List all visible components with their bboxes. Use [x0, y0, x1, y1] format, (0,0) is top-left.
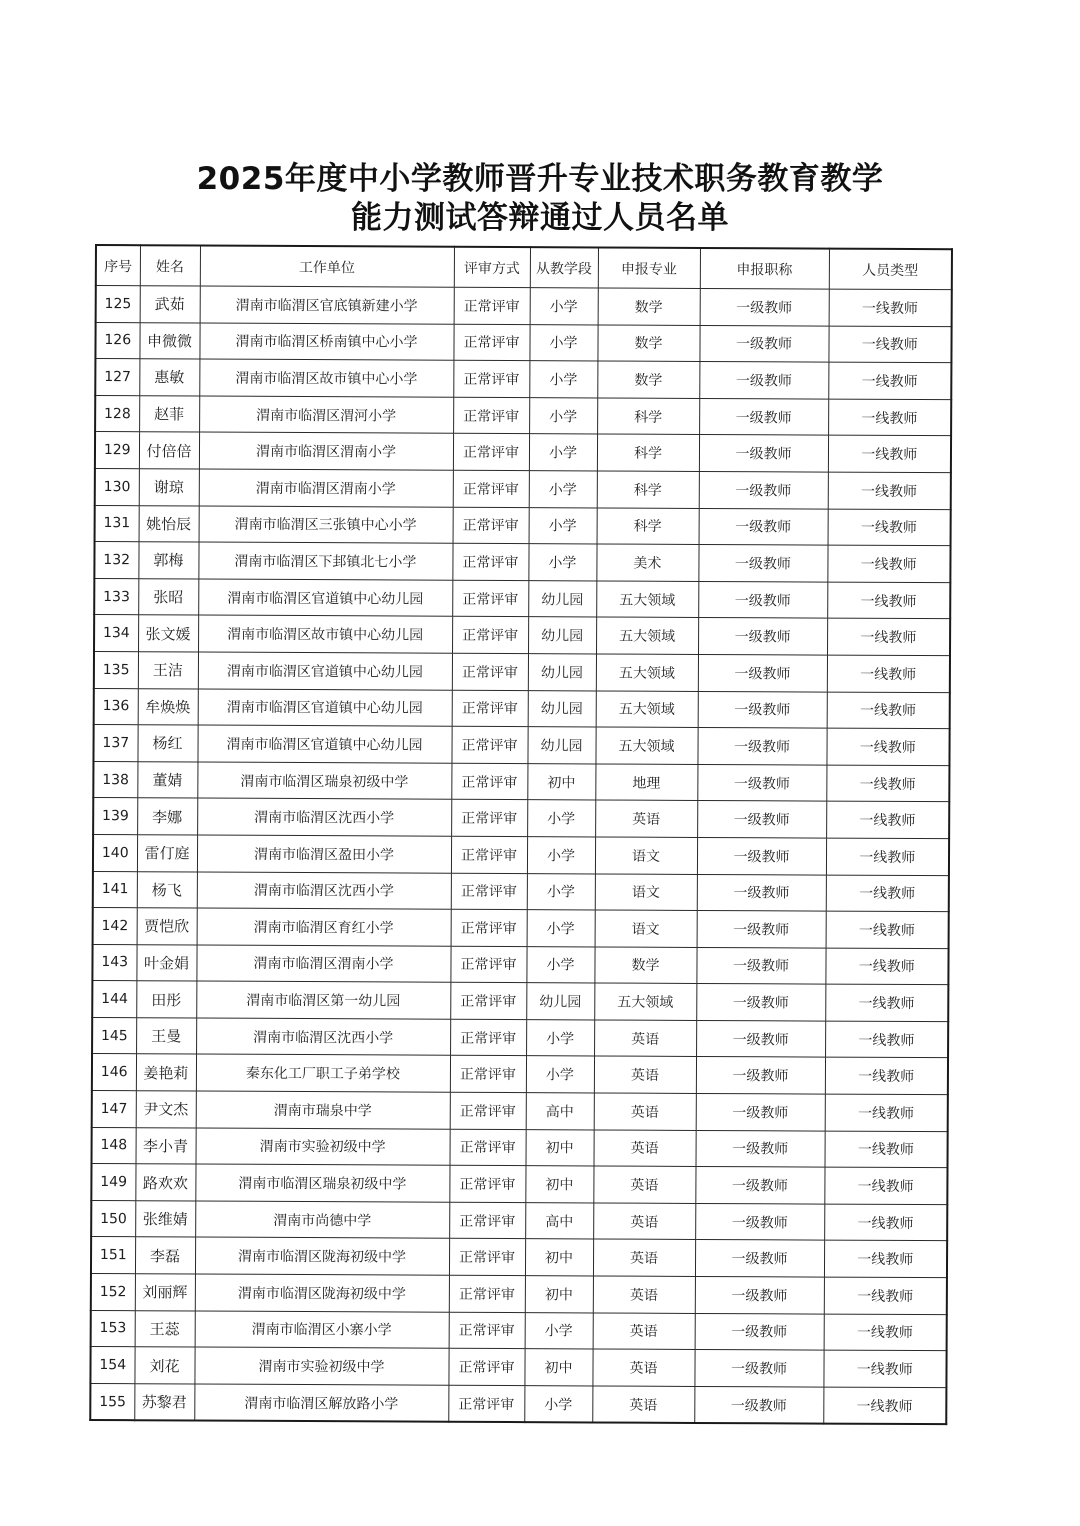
cell-unit: 渭南市尚德中学 — [195, 1201, 449, 1239]
column-header-unit: 工作单位 — [200, 246, 454, 288]
table-row — [93, 871, 949, 912]
cell-teaching-stage: 小学 — [527, 910, 595, 947]
cell-staff-type: 一线教师 — [827, 582, 950, 619]
cell-staff-type: 一线教师 — [824, 1314, 947, 1351]
cell-seq: 138 — [93, 761, 137, 798]
table-row — [95, 395, 951, 436]
cell-title: 一级教师 — [699, 435, 828, 472]
cell-name: 李磊 — [135, 1237, 195, 1274]
cell-title: 一级教师 — [700, 288, 829, 325]
cell-unit: 渭南市临渭区渭河小学 — [199, 396, 453, 434]
cell-seq: 133 — [94, 578, 138, 615]
cell-staff-type: 一线教师 — [828, 362, 951, 399]
cell-staff-type: 一线教师 — [827, 618, 950, 655]
cell-name: 张昭 — [138, 578, 198, 615]
document-title-line-1: 2025年度中小学教师晋升专业技术职务教育教学 — [196, 161, 884, 197]
cell-name: 董婧 — [137, 761, 197, 798]
cell-subject: 英语 — [593, 1239, 695, 1276]
cell-teaching-stage: 小学 — [530, 288, 598, 325]
column-header-name: 姓名 — [140, 245, 200, 286]
table-row — [91, 1237, 947, 1278]
cell-staff-type: 一线教师 — [826, 875, 949, 912]
cell-unit: 渭南市临渭区三张镇中心小学 — [199, 506, 453, 544]
cell-staff-type: 一线教师 — [827, 545, 950, 582]
cell-subject: 五大领域 — [596, 690, 698, 727]
table-row — [95, 432, 951, 473]
cell-seq: 145 — [92, 1017, 136, 1054]
cell-unit: 渭南市瑞泉中学 — [196, 1091, 450, 1129]
cell-teaching-stage: 小学 — [524, 1385, 592, 1422]
cell-staff-type: 一线教师 — [826, 728, 949, 765]
cell-teaching-stage: 幼儿园 — [528, 654, 596, 691]
cell-seq: 134 — [94, 615, 138, 652]
cell-review-method: 正常评审 — [452, 690, 528, 727]
cell-teaching-stage: 小学 — [527, 800, 595, 837]
cell-teaching-stage: 初中 — [525, 1166, 593, 1203]
table-header-row — [96, 245, 952, 290]
cell-teaching-stage: 小学 — [526, 1056, 594, 1093]
column-header-title: 申报职称 — [700, 248, 829, 289]
cell-seq: 154 — [90, 1347, 134, 1384]
cell-unit: 渭南市实验初级中学 — [196, 1128, 450, 1166]
cell-seq: 150 — [91, 1200, 135, 1237]
cell-seq: 139 — [93, 798, 137, 835]
cell-name: 叶金娟 — [136, 944, 196, 981]
cell-name: 惠敏 — [139, 359, 199, 396]
cell-title: 一级教师 — [698, 545, 827, 582]
column-header-staff-type: 人员类型 — [829, 249, 952, 290]
cell-name: 姚怡辰 — [139, 505, 199, 542]
cell-name: 姜艳莉 — [136, 1054, 196, 1091]
cell-unit: 渭南市临渭区故市镇中心小学 — [199, 359, 453, 397]
cell-staff-type: 一线教师 — [827, 692, 950, 729]
cell-teaching-stage: 小学 — [529, 324, 597, 361]
cell-name: 李娜 — [137, 798, 197, 835]
cell-unit: 渭南市临渭区官道镇中心幼儿园 — [198, 579, 452, 617]
cell-seq: 131 — [95, 505, 139, 542]
cell-subject: 英语 — [594, 1093, 696, 1130]
cell-review-method: 正常评审 — [449, 1239, 525, 1276]
cell-unit: 渭南市临渭区桥南镇中心小学 — [199, 323, 453, 361]
table-row — [95, 322, 951, 363]
cell-seq: 144 — [92, 981, 136, 1018]
cell-staff-type: 一线教师 — [828, 472, 951, 509]
table-body — [90, 286, 952, 1425]
cell-title: 一级教师 — [695, 1167, 824, 1204]
cell-subject: 英语 — [593, 1276, 695, 1313]
cell-title: 一级教师 — [696, 1020, 825, 1057]
cell-subject: 五大领域 — [596, 654, 698, 691]
table-row — [91, 1200, 947, 1241]
cell-staff-type: 一线教师 — [824, 1241, 947, 1278]
cell-subject: 科学 — [597, 471, 699, 508]
cell-unit: 渭南市临渭区沈西小学 — [197, 872, 451, 910]
cell-name: 王蕊 — [135, 1310, 195, 1347]
cell-name: 贾恺欣 — [137, 908, 197, 945]
cell-unit: 渭南市临渭区盈田小学 — [197, 835, 451, 873]
table-row — [90, 1347, 946, 1388]
cell-subject: 数学 — [597, 325, 699, 362]
cell-staff-type: 一线教师 — [825, 1058, 948, 1095]
cell-staff-type: 一线教师 — [826, 801, 949, 838]
table-row — [91, 1310, 947, 1351]
table-row — [93, 725, 949, 766]
cell-review-method: 正常评审 — [450, 1092, 526, 1129]
cell-review-method: 正常评审 — [449, 1275, 525, 1312]
table-row — [92, 1017, 948, 1058]
cell-name: 牟焕焕 — [138, 688, 198, 725]
cell-title: 一级教师 — [698, 654, 827, 691]
cell-staff-type: 一线教师 — [828, 509, 951, 546]
column-header-teaching-stage: 从教学段 — [530, 247, 598, 288]
cell-review-method: 正常评审 — [449, 1165, 525, 1202]
cell-staff-type: 一线教师 — [825, 948, 948, 985]
table-row — [92, 944, 948, 985]
cell-staff-type: 一线教师 — [824, 1204, 947, 1241]
cell-subject: 英语 — [592, 1349, 694, 1386]
cell-subject: 英语 — [593, 1203, 695, 1240]
cell-subject: 英语 — [594, 1020, 696, 1057]
cell-staff-type: 一线教师 — [823, 1387, 946, 1425]
cell-seq: 126 — [95, 322, 139, 359]
cell-unit: 渭南市临渭区官道镇中心幼儿园 — [198, 689, 452, 727]
cell-seq: 136 — [94, 688, 138, 725]
cell-subject: 数学 — [597, 361, 699, 398]
cell-review-method: 正常评审 — [450, 983, 526, 1020]
cell-subject: 科学 — [597, 398, 699, 435]
cell-title: 一级教师 — [695, 1203, 824, 1240]
cell-subject: 语文 — [595, 837, 697, 874]
cell-subject: 五大领域 — [596, 581, 698, 618]
cell-seq: 129 — [95, 432, 139, 469]
cell-review-method: 正常评审 — [452, 543, 528, 580]
cell-staff-type: 一线教师 — [823, 1350, 946, 1387]
cell-teaching-stage: 初中 — [524, 1349, 592, 1386]
table-row — [94, 578, 950, 619]
cell-name: 路欢欢 — [135, 1164, 195, 1201]
cell-subject: 英语 — [593, 1130, 695, 1167]
cell-name: 尹文杰 — [136, 1091, 196, 1128]
cell-seq: 143 — [92, 944, 136, 981]
cell-subject: 美术 — [596, 544, 698, 581]
cell-unit: 渭南市临渭区官道镇中心幼儿园 — [197, 725, 451, 763]
table-row — [92, 1054, 948, 1095]
cell-teaching-stage: 幼儿园 — [528, 690, 596, 727]
cell-seq: 149 — [91, 1164, 135, 1201]
cell-title: 一级教师 — [698, 691, 827, 728]
cell-name: 武茹 — [140, 286, 200, 323]
cell-subject: 语文 — [595, 910, 697, 947]
cell-name: 王洁 — [138, 652, 198, 689]
cell-review-method: 正常评审 — [452, 580, 528, 617]
cell-name: 刘花 — [134, 1347, 194, 1384]
cell-review-method: 正常评审 — [451, 726, 527, 763]
cell-unit: 渭南市临渭区沈西小学 — [197, 798, 451, 836]
cell-review-method: 正常评审 — [451, 763, 527, 800]
cell-title: 一级教师 — [695, 1313, 824, 1350]
cell-subject: 五大领域 — [596, 617, 698, 654]
cell-seq: 142 — [93, 908, 137, 945]
cell-teaching-stage: 小学 — [525, 1312, 593, 1349]
cell-review-method: 正常评审 — [451, 800, 527, 837]
cell-review-method: 正常评审 — [451, 836, 527, 873]
cell-unit: 渭南市临渭区育红小学 — [197, 908, 451, 946]
cell-name: 郭梅 — [138, 542, 198, 579]
column-header-subject: 申报专业 — [598, 247, 700, 288]
column-header-review-method: 评审方式 — [454, 247, 530, 288]
cell-review-method: 正常评审 — [453, 397, 529, 434]
cell-teaching-stage: 幼儿园 — [526, 983, 594, 1020]
cell-title: 一级教师 — [696, 1094, 825, 1131]
cell-title: 一级教师 — [696, 1057, 825, 1094]
cell-unit: 渭南市实验初级中学 — [194, 1347, 448, 1385]
cell-review-method: 正常评审 — [450, 946, 526, 983]
cell-review-method: 正常评审 — [449, 1312, 525, 1349]
cell-teaching-stage: 初中 — [526, 1129, 594, 1166]
cell-staff-type: 一线教师 — [828, 435, 951, 472]
cell-seq: 153 — [91, 1310, 135, 1347]
cell-title: 一级教师 — [699, 471, 828, 508]
cell-seq: 146 — [92, 1054, 136, 1091]
column-header-seq: 序号 — [96, 245, 140, 286]
cell-unit: 秦东化工厂职工子弟学校 — [196, 1054, 450, 1092]
cell-seq: 141 — [93, 871, 137, 908]
cell-title: 一级教师 — [697, 728, 826, 765]
cell-unit: 渭南市临渭区沈西小学 — [196, 1018, 450, 1056]
table-row — [92, 1127, 948, 1168]
table-row — [93, 908, 949, 949]
cell-staff-type: 一线教师 — [825, 1094, 948, 1131]
cell-title: 一级教师 — [697, 911, 826, 948]
cell-review-method: 正常评审 — [451, 873, 527, 910]
cell-title: 一级教师 — [698, 581, 827, 618]
cell-teaching-stage: 小学 — [527, 873, 595, 910]
cell-title: 一级教师 — [696, 947, 825, 984]
table-row — [91, 1274, 947, 1315]
table-row — [93, 761, 949, 802]
cell-unit: 渭南市临渭区解放路小学 — [194, 1384, 448, 1422]
cell-title: 一级教师 — [699, 325, 828, 362]
table-row — [91, 1164, 947, 1205]
cell-seq: 135 — [94, 651, 138, 688]
cell-staff-type: 一线教师 — [825, 984, 948, 1021]
cell-seq: 130 — [95, 468, 139, 505]
cell-subject: 五大领域 — [594, 983, 696, 1020]
cell-staff-type: 一线教师 — [827, 655, 950, 692]
cell-title: 一级教师 — [695, 1240, 824, 1277]
cell-unit: 渭南市临渭区渭南小学 — [199, 469, 453, 507]
table-row — [94, 688, 950, 729]
cell-subject: 英语 — [593, 1313, 695, 1350]
cell-title: 一级教师 — [694, 1350, 823, 1387]
cell-teaching-stage: 小学 — [529, 434, 597, 471]
cell-subject: 科学 — [597, 508, 699, 545]
cell-subject: 数学 — [594, 947, 696, 984]
cell-staff-type: 一线教师 — [825, 1021, 948, 1058]
cell-review-method: 正常评审 — [449, 1202, 525, 1239]
cell-title: 一级教师 — [694, 1386, 823, 1424]
table-row — [95, 468, 951, 509]
cell-name: 赵菲 — [139, 395, 199, 432]
cell-title: 一级教师 — [696, 984, 825, 1021]
cell-staff-type: 一线教师 — [824, 1277, 947, 1314]
cell-teaching-stage: 幼儿园 — [528, 580, 596, 617]
table-row — [93, 798, 949, 839]
table-row — [96, 286, 952, 327]
cell-teaching-stage: 小学 — [529, 361, 597, 398]
cell-name: 雷仃庭 — [137, 835, 197, 872]
cell-name: 李小青 — [136, 1127, 196, 1164]
cell-review-method: 正常评审 — [448, 1385, 524, 1422]
cell-review-method: 正常评审 — [451, 909, 527, 946]
cell-unit: 渭南市临渭区瑞泉初级中学 — [197, 762, 451, 800]
cell-teaching-stage: 初中 — [525, 1276, 593, 1313]
cell-staff-type: 一线教师 — [826, 911, 949, 948]
cell-name: 张文媛 — [138, 615, 198, 652]
cell-name: 刘丽辉 — [135, 1274, 195, 1311]
table-row — [94, 615, 950, 656]
cell-name: 张维婧 — [135, 1201, 195, 1238]
cell-name: 付倍倍 — [139, 432, 199, 469]
table-row — [93, 834, 949, 875]
cell-unit: 渭南市临渭区陇海初级中学 — [195, 1237, 449, 1275]
cell-title: 一级教师 — [695, 1276, 824, 1313]
cell-subject: 英语 — [595, 800, 697, 837]
cell-review-method: 正常评审 — [450, 1129, 526, 1166]
cell-review-method: 正常评审 — [454, 287, 530, 324]
cell-unit: 渭南市临渭区渭南小学 — [196, 945, 450, 983]
cell-subject: 英语 — [592, 1386, 694, 1424]
cell-seq: 137 — [93, 725, 137, 762]
cell-staff-type: 一线教师 — [826, 838, 949, 875]
cell-teaching-stage: 小学 — [529, 507, 597, 544]
cell-teaching-stage: 幼儿园 — [527, 727, 595, 764]
cell-staff-type: 一线教师 — [824, 1131, 947, 1168]
cell-seq: 140 — [93, 834, 137, 871]
cell-review-method: 正常评审 — [452, 653, 528, 690]
table-row — [90, 1383, 946, 1424]
cell-title: 一级教师 — [697, 874, 826, 911]
cell-name: 谢琼 — [139, 469, 199, 506]
cell-subject: 五大领域 — [595, 727, 697, 764]
cell-review-method: 正常评审 — [450, 1019, 526, 1056]
cell-seq: 132 — [94, 542, 138, 579]
cell-unit: 渭南市临渭区第一幼儿园 — [196, 981, 450, 1019]
cell-seq: 148 — [92, 1127, 136, 1164]
cell-unit: 渭南市临渭区陇海初级中学 — [195, 1274, 449, 1312]
cell-subject: 英语 — [593, 1166, 695, 1203]
cell-subject: 科学 — [597, 434, 699, 471]
cell-teaching-stage: 高中 — [525, 1202, 593, 1239]
cell-teaching-stage: 幼儿园 — [528, 617, 596, 654]
table-row — [94, 542, 950, 583]
cell-staff-type: 一线教师 — [829, 289, 952, 326]
cell-teaching-stage: 初中 — [527, 763, 595, 800]
cell-name: 申微微 — [139, 322, 199, 359]
cell-teaching-stage: 小学 — [526, 1019, 594, 1056]
cell-unit: 渭南市临渭区渭南小学 — [199, 432, 453, 470]
roster-table — [89, 244, 953, 1426]
cell-review-method: 正常评审 — [453, 360, 529, 397]
cell-title: 一级教师 — [699, 508, 828, 545]
cell-review-method: 正常评审 — [453, 324, 529, 361]
cell-seq: 128 — [95, 395, 139, 432]
cell-review-method: 正常评审 — [450, 1056, 526, 1093]
cell-seq: 152 — [91, 1274, 135, 1311]
cell-title: 一级教师 — [699, 398, 828, 435]
cell-teaching-stage: 小学 — [529, 471, 597, 508]
cell-title: 一级教师 — [695, 1130, 824, 1167]
cell-name: 杨飞 — [137, 871, 197, 908]
cell-title: 一级教师 — [699, 362, 828, 399]
cell-title: 一级教师 — [697, 764, 826, 801]
cell-name: 杨红 — [137, 725, 197, 762]
table-row — [92, 981, 948, 1022]
cell-teaching-stage: 小学 — [529, 397, 597, 434]
cell-seq: 125 — [96, 286, 140, 323]
table-row — [95, 505, 951, 546]
document-title-line-2: 能力测试答辩通过人员名单 — [351, 200, 729, 236]
cell-review-method: 正常评审 — [453, 434, 529, 471]
cell-staff-type: 一线教师 — [826, 765, 949, 802]
cell-title: 一级教师 — [697, 837, 826, 874]
cell-subject: 数学 — [598, 288, 700, 325]
table-row — [92, 1091, 948, 1132]
table-row — [94, 651, 950, 692]
cell-review-method: 正常评审 — [453, 470, 529, 507]
cell-name: 王曼 — [136, 1018, 196, 1055]
cell-teaching-stage: 小学 — [526, 946, 594, 983]
cell-unit: 渭南市临渭区小寨小学 — [195, 1311, 449, 1349]
cell-unit: 渭南市临渭区瑞泉初级中学 — [195, 1164, 449, 1202]
cell-seq: 147 — [92, 1091, 136, 1128]
cell-title: 一级教师 — [698, 618, 827, 655]
roster-table-container — [89, 244, 951, 1426]
cell-name: 田彤 — [136, 981, 196, 1018]
cell-unit: 渭南市临渭区下邽镇北七小学 — [198, 542, 452, 580]
cell-teaching-stage: 小学 — [528, 544, 596, 581]
cell-staff-type: 一线教师 — [828, 399, 951, 436]
cell-subject: 语文 — [595, 873, 697, 910]
cell-seq: 127 — [95, 359, 139, 396]
cell-seq: 151 — [91, 1237, 135, 1274]
cell-subject: 英语 — [594, 1056, 696, 1093]
cell-staff-type: 一线教师 — [828, 326, 951, 363]
cell-teaching-stage: 小学 — [527, 837, 595, 874]
cell-review-method: 正常评审 — [448, 1348, 524, 1385]
cell-title: 一级教师 — [697, 801, 826, 838]
cell-unit: 渭南市临渭区故市镇中心幼儿园 — [198, 615, 452, 653]
cell-review-method: 正常评审 — [453, 507, 529, 544]
cell-unit: 渭南市临渭区官底镇新建小学 — [200, 286, 454, 324]
cell-seq: 155 — [90, 1383, 134, 1420]
table-row — [95, 359, 951, 400]
cell-staff-type: 一线教师 — [824, 1167, 947, 1204]
cell-name: 苏黎君 — [134, 1384, 194, 1421]
cell-subject: 地理 — [595, 764, 697, 801]
cell-unit: 渭南市临渭区官道镇中心幼儿园 — [198, 652, 452, 690]
cell-review-method: 正常评审 — [452, 617, 528, 654]
cell-teaching-stage: 初中 — [525, 1239, 593, 1276]
cell-teaching-stage: 高中 — [526, 1093, 594, 1130]
